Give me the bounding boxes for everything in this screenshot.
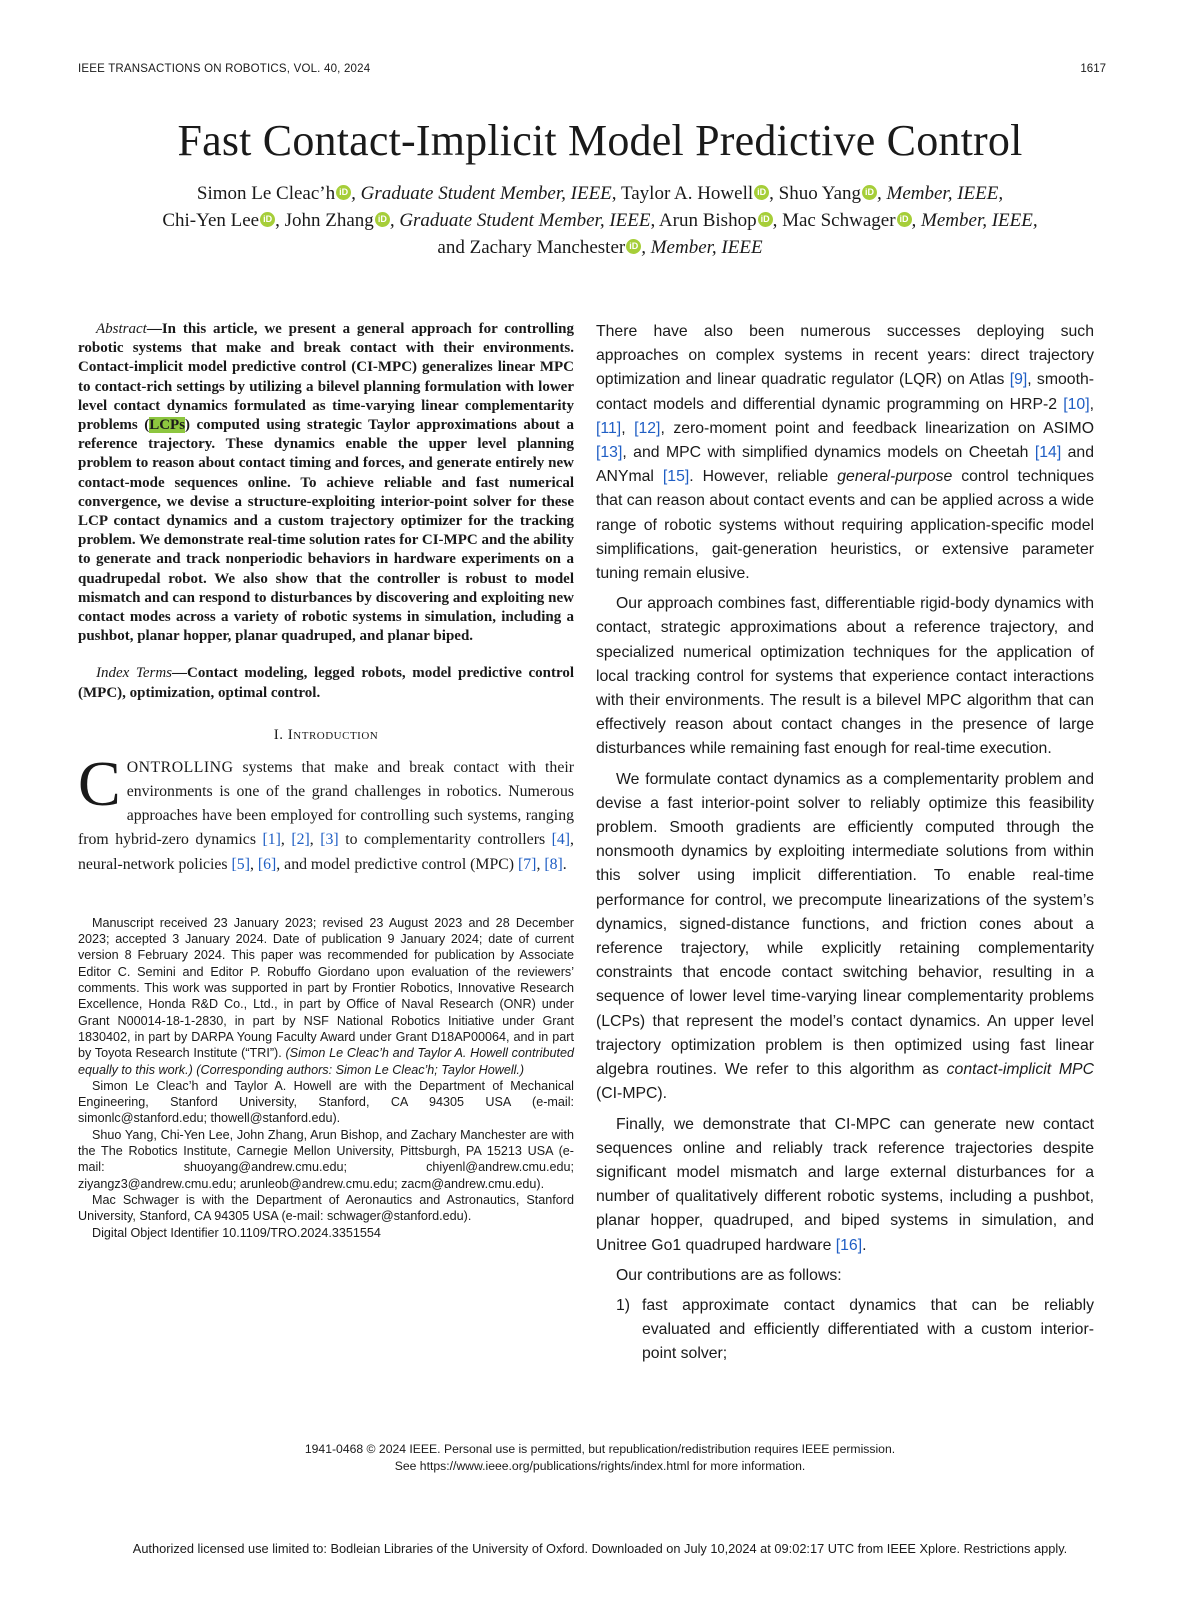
list-item-text: fast approximate contact dynamics that can be reliably evaluated and efficiently differentiated with a custom interior-point solver; xyxy=(642,1296,1094,1363)
abstract-dash: — xyxy=(146,321,162,337)
citation-link[interactable]: [15] xyxy=(662,468,690,486)
author-name: and Zachary Manchester xyxy=(437,237,626,258)
intro-text: , xyxy=(249,855,258,873)
intro-smallcaps: ONTROLLING xyxy=(126,758,234,776)
citation-link[interactable]: [6] xyxy=(257,855,277,873)
author-name: , Mac Schwager xyxy=(772,210,896,231)
body-text: , smooth-contact models and differential dynamic programming on HRP-2 xyxy=(596,371,1094,413)
author-role: , Graduate Student Member, IEEE xyxy=(351,183,612,204)
intro-text: , xyxy=(309,831,321,849)
author-name: , Shuo Yang xyxy=(769,183,862,204)
citation-link[interactable]: [5] xyxy=(231,855,250,873)
footnote-manuscript xyxy=(78,915,574,1078)
page-number: 1617 xyxy=(1080,63,1106,75)
index-terms-dash: — xyxy=(172,665,188,682)
citation-link[interactable]: [14] xyxy=(1034,444,1062,462)
body-text: , and MPC with simplified dynamics models on Cheetah xyxy=(622,444,1035,462)
citation-link[interactable]: [3] xyxy=(320,831,339,849)
orcid-icon[interactable]: iD xyxy=(862,185,877,200)
abstract-lead: Abstract xyxy=(96,321,147,337)
citation-link[interactable]: [13] xyxy=(596,444,623,462)
body-text: , xyxy=(621,419,635,437)
body-emphasis: general-purpose xyxy=(837,468,953,486)
citation-link[interactable]: [9] xyxy=(1009,371,1028,389)
citation-link[interactable]: [2] xyxy=(291,831,310,849)
right-column xyxy=(596,320,1094,1367)
body-text: control techniques that can reason about contact events and can be applied across a wide range of robotic systems without requiring application-specific model simplifications, gait-generation heuristics, or extensive parameter tuning remain elusive. xyxy=(596,468,1095,583)
citation-link[interactable]: [16] xyxy=(835,1236,863,1254)
body-text: We formulate contact dynamics as a complementarity problem and devise a fast interior-point solver to reliably optimize this feasibility problem. Smooth gradients are efficiently computed through the nonsmooth dynamics by exploiting intermediate solutions from within this solver using implicit differentiation. To enable real-time performance for control, we precompute linearizations of the system’s dynamics, signed-distance functions, and friction cones about a reference trajectory, while explicitly retaining complementarity constraints that encode contact switching behavior, resulting in a sequence of lower level time-varying linear complementarity problems (LCPs) that represent the model’s contact dynamics. An upper level trajectory optimization problem is then optimized using fast linear algebra routines. We refer to this algorithm as xyxy=(596,770,1094,1079)
orcid-icon[interactable]: iD xyxy=(260,212,275,227)
abstract xyxy=(78,320,574,646)
orcid-icon[interactable]: iD xyxy=(375,212,390,227)
author-list xyxy=(70,180,1130,261)
list-item-number: 1) xyxy=(616,1296,631,1314)
footnote-text: (Simon Le Cleac’h and Taylor A. Howell contributed equally to this work.) (Corresponding authors: Simon Le Cleac’h; Taylor Howell.) xyxy=(78,1046,574,1077)
author-name: , Arun Bishop xyxy=(650,210,757,231)
author-role: , Member, IEEE, xyxy=(911,210,1038,231)
author-role: , Member, IEEE, xyxy=(877,183,1004,204)
author-name: , Taylor A. Howell xyxy=(611,183,754,204)
left-column xyxy=(78,320,574,1241)
author-role: , Member, IEEE xyxy=(641,237,763,258)
license-footer: Authorized licensed use limited to: Bodleian Libraries of the University of Oxford. Downloaded on July 10,2024 at 09:02:17 UTC from IEEE Xplore. Restrictions apply. xyxy=(132,1541,1068,1556)
citation-link[interactable]: [12] xyxy=(634,419,661,437)
intro-text: to complementarity controllers xyxy=(338,831,552,849)
intro-text: , xyxy=(536,855,545,873)
body-text: (CI-MPC). xyxy=(596,1085,668,1103)
citation-link[interactable]: [7] xyxy=(518,855,537,873)
citation-link[interactable]: [11] xyxy=(596,419,622,437)
body-text: , zero-moment point and feedback linearization on ASIMO xyxy=(660,419,1094,437)
author-name: , John Zhang xyxy=(275,210,374,231)
body-text: , xyxy=(1089,395,1094,413)
footnote-affiliation: Shuo Yang, Chi-Yen Lee, John Zhang, Arun Bishop, and Zachary Manchester are with the The Robotics Institute, Carnegie Mellon University, Pittsburgh, PA 15213 USA (e-mail: shuoyang@andrew.cmu.edu; chiyenl@andrew.cmu.edu; ziyangz3@andrew.cmu.edu; arunleob@andrew.cmu.edu; zacm@andrew.cmu.edu). xyxy=(78,1127,574,1191)
journal-header: IEEE TRANSACTIONS ON ROBOTICS, VOL. 40, 2024 xyxy=(78,63,371,75)
body-paragraph xyxy=(596,768,1094,1107)
index-terms-text: Contact modeling, legged robots, model predictive control (MPC), optimization, optimal control. xyxy=(78,665,574,701)
copyright-notice xyxy=(0,1441,1200,1475)
citation-link[interactable]: [4] xyxy=(551,831,571,849)
section-heading xyxy=(78,727,574,744)
footnotes xyxy=(78,915,574,1241)
body-text: . xyxy=(862,1236,867,1254)
citation-link[interactable]: [8] xyxy=(544,855,563,873)
author-name: Simon Le Cleac’h xyxy=(196,183,336,204)
copyright-line: 1941-0468 © 2024 IEEE. Personal use is permitted, but republication/redistribution requires IEEE permission. xyxy=(304,1442,896,1456)
body-text: and ANYmal xyxy=(596,444,1094,486)
body-text: There have also been numerous successes deploying such approaches on complex systems in recent years: direct trajectory optimization and linear quadratic regulator (LQR) on Atlas xyxy=(596,323,1094,389)
highlighted-term[interactable]: LCPs xyxy=(149,417,186,434)
abstract-text: In this article, we present a general approach for controlling robotic systems that make and break contact with their environments. Contact-implicit model predictive control (CI-MPC) generalizes linear MPC to contact-rich settings by utilizing a bilevel planning formulation with lower level contact dynamics formulated as time-varying linear complementarity problems ( xyxy=(78,321,574,434)
citation-link[interactable]: [10] xyxy=(1063,395,1090,413)
drop-cap: C xyxy=(78,747,121,819)
orcid-icon[interactable]: iD xyxy=(897,212,912,227)
body-text: . However, reliable xyxy=(689,468,838,486)
copyright-link[interactable]: See https://www.ieee.org/publications/rights/index.html for more information. xyxy=(394,1459,806,1473)
index-terms xyxy=(78,664,574,702)
contributions-intro: Our contributions are as follows: xyxy=(616,1266,842,1284)
citation-link[interactable]: [1] xyxy=(262,831,281,849)
footnote-text: Manuscript received 23 January 2023; revised 23 August 2023 and 28 December 2023; accepted 3 January 2024. Date of publication 9 January 2024; date of current version 8 February 2024. This paper was recommended for publication by Associate Editor C. Semini and Editor P. Robuffo Giordano upon evaluation of the reviewers’ comments. This work was supported in part by Frontier Robotics, Innovative Research Excellence, Honda R&D Co., Ltd., in part by Office of Naval Research (ONR) under Grant N00014-18-1-2830, in part by NSF National Robotics Initiative under Grant 1830402, in part by DARPA Young Faculty Award under Grant D18AP00064, and in part by Toyota Research Institute (“TRI”). xyxy=(78,915,574,1061)
paper-title: Fast Contact-Implicit Model Predictive Control xyxy=(177,116,1023,165)
orcid-icon[interactable]: iD xyxy=(626,239,641,254)
orcid-icon[interactable]: iD xyxy=(758,212,773,227)
author-name: Chi-Yen Lee xyxy=(162,210,260,231)
intro-text: , xyxy=(280,831,292,849)
section-title: Introduction xyxy=(287,726,379,743)
intro-text: , and model predictive control (MPC) xyxy=(276,855,519,873)
author-role: , Graduate Student Member, IEEE xyxy=(389,210,651,231)
body-text: Finally, we demonstrate that CI-MPC can generate new contact sequences online and reliably track reference trajectories despite significant model mismatch and large external disturbances for a number of qualitatively different robotic systems, including a pushbot, planar hopper, quadruped, and biped systems in simulation, and Unitree Go1 quadruped hardware xyxy=(596,1115,1094,1254)
body-paragraph: Our approach combines fast, differentiable rigid-body dynamics with contact, strategic approximations about a reference trajectory, and specialized numerical optimization techniques for the application of local tracking control for systems that experience contact interactions with their environments. The result is a bilevel MPC algorithm that can effectively reason about contact changes in the presence of large disturbances while remaining fast enough for real-time execution. xyxy=(596,595,1094,758)
intro-text: systems that make and break contact with their environments is one of the grand challenges in robotics. Numerous approaches have been employed for controlling such systems, ranging from hybrid-zero dynamics xyxy=(78,758,574,849)
footnote-affiliation: Simon Le Cleac’h and Taylor A. Howell are with the Department of Mechanical Engineering, Stanford University, Stanford, CA 94305 USA (e-mail: simonlc@stanford.edu; thowell@stanford.edu). xyxy=(78,1078,574,1126)
intro-text: , neural-network policies xyxy=(78,831,574,873)
body-emphasis: contact-implicit MPC xyxy=(946,1061,1094,1079)
section-number: I. xyxy=(273,726,284,743)
orcid-icon[interactable]: iD xyxy=(336,185,351,200)
abstract-text: ) computed using strategic Taylor approximations about a reference trajectory. These dynamics enable the upper level planning problem to reason about contact timing and forces, and generate entirely new contact-mode sequences online. To achieve reliable and fast numerical convergence, we devise a structure-exploiting interior-point solver for these LCP contact dynamics and a custom trajectory optimizer for the tracking problem. We demonstrate real-time solution rates for CI-MPC and the ability to generate and track nonperiodic behaviors in hardware experiments on a quadrupedal robot. We also show that the controller is robust to model mismatch and can respond to disturbances by discovering and exploiting new contact modes across a variety of robotic systems in simulation, including a pushbot, planar hopper, planar quadruped, and planar biped. xyxy=(78,417,574,645)
index-terms-lead: Index Terms xyxy=(96,665,173,682)
footnote-affiliation: Mac Schwager is with the Department of Aeronautics and Astronautics, Stanford University, Stanford, CA 94305 USA (e-mail: schwager@stanford.edu). xyxy=(78,1192,574,1224)
body-paragraph xyxy=(596,1113,1094,1258)
intro-paragraph xyxy=(78,747,574,877)
orcid-icon[interactable]: iD xyxy=(754,185,769,200)
intro-text: . xyxy=(562,855,567,873)
footnote-doi: Digital Object Identifier 10.1109/TRO.2024.3351554 xyxy=(92,1225,381,1240)
body-paragraph xyxy=(596,320,1094,586)
list-item xyxy=(596,1294,1094,1367)
